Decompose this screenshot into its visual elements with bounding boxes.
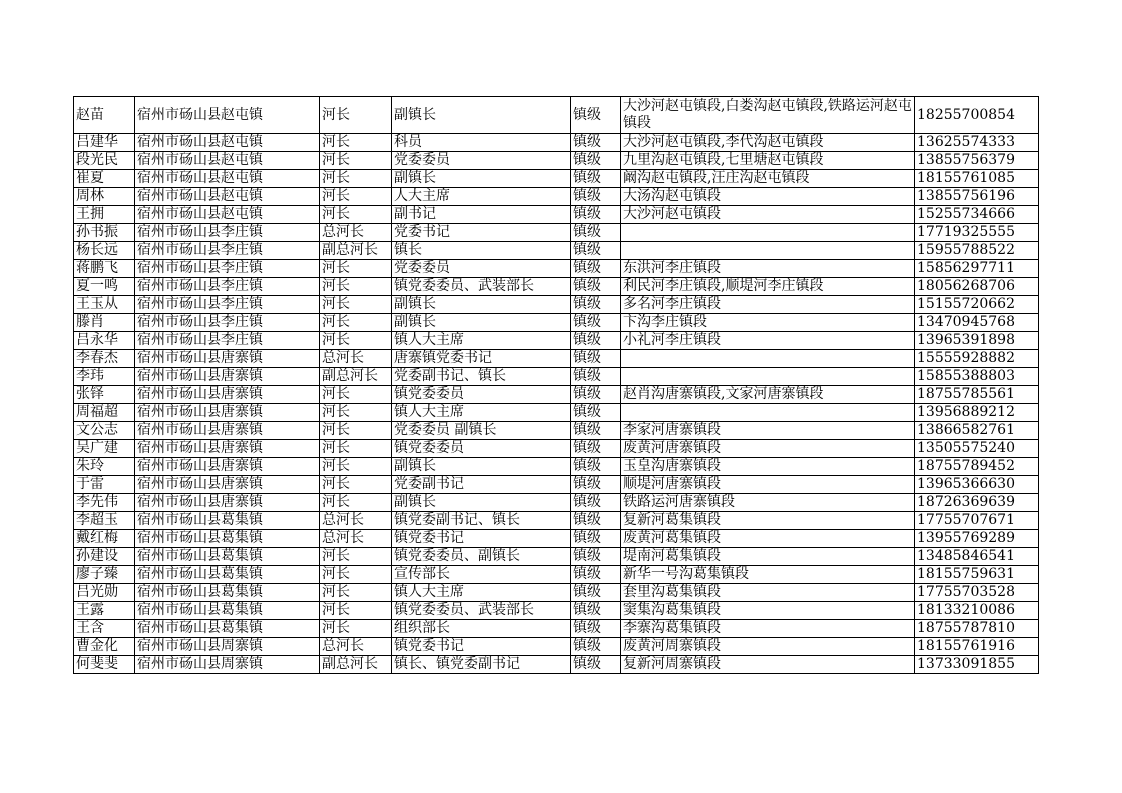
river-section-cell: 套里沟葛集镇段 [621, 584, 915, 602]
phone-cell: 18155759631 [915, 566, 1039, 584]
table-row [74, 404, 1039, 422]
level-cell: 镇级 [571, 296, 621, 314]
position-cell: 镇党委委员 [392, 440, 571, 458]
level-cell: 镇级 [571, 260, 621, 278]
table-row [74, 566, 1039, 584]
level-cell: 镇级 [571, 458, 621, 476]
role-cell: 河长 [320, 152, 392, 170]
level-cell: 镇级 [571, 476, 621, 494]
river-section-cell: 东洪河李庄镇段 [621, 260, 915, 278]
location-cell: 宿州市砀山县李庄镇 [135, 314, 320, 332]
role-cell: 河长 [320, 386, 392, 404]
position-cell: 副书记 [392, 206, 571, 224]
phone-cell: 18755787810 [915, 620, 1039, 638]
position-cell: 唐寨镇党委书记 [392, 350, 571, 368]
position-cell: 宣传部长 [392, 566, 571, 584]
location-cell: 宿州市砀山县赵屯镇 [135, 134, 320, 152]
phone-cell: 13866582761 [915, 422, 1039, 440]
name-cell: 文公志 [74, 422, 135, 440]
name-cell: 于雷 [74, 476, 135, 494]
name-cell: 何斐斐 [74, 656, 135, 674]
role-cell: 副总河长 [320, 656, 392, 674]
location-cell: 宿州市砀山县唐寨镇 [135, 476, 320, 494]
table-row [74, 422, 1039, 440]
name-cell: 吕光勋 [74, 584, 135, 602]
river-section-cell: 大沙河赵屯镇段,李代沟赵屯镇段 [621, 134, 915, 152]
name-cell: 周福超 [74, 404, 135, 422]
role-cell: 河长 [320, 602, 392, 620]
phone-cell: 15855388803 [915, 368, 1039, 386]
river-section-cell: 玉皇沟唐寨镇段 [621, 458, 915, 476]
role-cell: 副总河长 [320, 242, 392, 260]
position-cell: 镇人大主席 [392, 332, 571, 350]
location-cell: 宿州市砀山县赵屯镇 [135, 97, 320, 134]
position-cell: 镇党委副书记、镇长 [392, 512, 571, 530]
river-section-cell: 小礼河李庄镇段 [621, 332, 915, 350]
level-cell: 镇级 [571, 584, 621, 602]
position-cell: 党委副书记、镇长 [392, 368, 571, 386]
phone-cell: 13505575240 [915, 440, 1039, 458]
table-row [74, 278, 1039, 296]
level-cell: 镇级 [571, 638, 621, 656]
position-cell: 副镇长 [392, 494, 571, 512]
river-section-cell: 卞沟李庄镇段 [621, 314, 915, 332]
river-section-cell: 废黄河唐寨镇段 [621, 440, 915, 458]
table-row [74, 224, 1039, 242]
position-cell: 镇党委委员、武装部长 [392, 278, 571, 296]
role-cell: 河长 [320, 494, 392, 512]
position-cell: 副镇长 [392, 458, 571, 476]
location-cell: 宿州市砀山县李庄镇 [135, 260, 320, 278]
position-cell: 镇党委委员、副镇长 [392, 548, 571, 566]
table-row [74, 188, 1039, 206]
role-cell: 河长 [320, 260, 392, 278]
location-cell: 宿州市砀山县唐寨镇 [135, 404, 320, 422]
role-cell: 总河长 [320, 350, 392, 368]
level-cell: 镇级 [571, 332, 621, 350]
position-cell: 镇长、镇党委副书记 [392, 656, 571, 674]
role-cell: 总河长 [320, 512, 392, 530]
river-section-cell [621, 350, 915, 368]
name-cell: 滕肖 [74, 314, 135, 332]
location-cell: 宿州市砀山县唐寨镇 [135, 386, 320, 404]
table-row [74, 548, 1039, 566]
table-row [74, 170, 1039, 188]
river-section-cell [621, 242, 915, 260]
river-section-cell [621, 368, 915, 386]
phone-cell: 13855756196 [915, 188, 1039, 206]
role-cell: 河长 [320, 170, 392, 188]
river-section-cell: 李寨沟葛集镇段 [621, 620, 915, 638]
phone-cell: 13485846541 [915, 548, 1039, 566]
table-row [74, 206, 1039, 224]
level-cell: 镇级 [571, 602, 621, 620]
location-cell: 宿州市砀山县李庄镇 [135, 224, 320, 242]
role-cell: 河长 [320, 620, 392, 638]
phone-cell: 13956889212 [915, 404, 1039, 422]
role-cell: 总河长 [320, 224, 392, 242]
role-cell: 河长 [320, 422, 392, 440]
name-cell: 廖子臻 [74, 566, 135, 584]
position-cell: 组织部长 [392, 620, 571, 638]
river-section-cell: 废黄河周寨镇段 [621, 638, 915, 656]
name-cell: 戴红梅 [74, 530, 135, 548]
level-cell: 镇级 [571, 440, 621, 458]
location-cell: 宿州市砀山县葛集镇 [135, 584, 320, 602]
location-cell: 宿州市砀山县唐寨镇 [135, 422, 320, 440]
level-cell: 镇级 [571, 656, 621, 674]
role-cell: 河长 [320, 548, 392, 566]
position-cell: 党委委员 [392, 260, 571, 278]
phone-cell: 15955788522 [915, 242, 1039, 260]
position-cell: 镇党委书记 [392, 638, 571, 656]
name-cell: 朱玲 [74, 458, 135, 476]
position-cell: 副镇长 [392, 97, 571, 134]
location-cell: 宿州市砀山县唐寨镇 [135, 368, 320, 386]
location-cell: 宿州市砀山县葛集镇 [135, 548, 320, 566]
river-section-cell [621, 404, 915, 422]
phone-cell: 18155761085 [915, 170, 1039, 188]
table-row [74, 530, 1039, 548]
location-cell: 宿州市砀山县唐寨镇 [135, 440, 320, 458]
river-section-cell: 赵肖沟唐寨镇段,文家河唐寨镇段 [621, 386, 915, 404]
role-cell: 河长 [320, 188, 392, 206]
river-chief-table [73, 96, 1039, 674]
phone-cell: 13965391898 [915, 332, 1039, 350]
position-cell: 党委副书记 [392, 476, 571, 494]
phone-cell: 13955769289 [915, 530, 1039, 548]
phone-cell: 15255734666 [915, 206, 1039, 224]
level-cell: 镇级 [571, 404, 621, 422]
level-cell: 镇级 [571, 242, 621, 260]
table-row [74, 494, 1039, 512]
position-cell: 镇党委委员、武装部长 [392, 602, 571, 620]
role-cell: 河长 [320, 134, 392, 152]
location-cell: 宿州市砀山县赵屯镇 [135, 188, 320, 206]
level-cell: 镇级 [571, 206, 621, 224]
position-cell: 镇人大主席 [392, 584, 571, 602]
level-cell: 镇级 [571, 620, 621, 638]
role-cell: 河长 [320, 314, 392, 332]
phone-cell: 18133210086 [915, 602, 1039, 620]
position-cell: 镇党委书记 [392, 530, 571, 548]
table-row [74, 368, 1039, 386]
phone-cell: 18056268706 [915, 278, 1039, 296]
river-section-cell [621, 224, 915, 242]
name-cell: 吕建华 [74, 134, 135, 152]
table-row [74, 512, 1039, 530]
position-cell: 镇党委委员 [392, 386, 571, 404]
river-section-cell: 多名河李庄镇段 [621, 296, 915, 314]
role-cell: 河长 [320, 332, 392, 350]
position-cell: 副镇长 [392, 296, 571, 314]
phone-cell: 18755785561 [915, 386, 1039, 404]
role-cell: 河长 [320, 440, 392, 458]
river-section-cell: 大沙河赵屯镇段,白娄沟赵屯镇段,铁路运河赵屯镇段 [621, 97, 915, 134]
role-cell: 副总河长 [320, 368, 392, 386]
name-cell: 王露 [74, 602, 135, 620]
location-cell: 宿州市砀山县李庄镇 [135, 296, 320, 314]
river-section-cell: 新华一号沟葛集镇段 [621, 566, 915, 584]
name-cell: 李春杰 [74, 350, 135, 368]
table-row [74, 152, 1039, 170]
level-cell: 镇级 [571, 224, 621, 242]
location-cell: 宿州市砀山县周寨镇 [135, 638, 320, 656]
location-cell: 宿州市砀山县葛集镇 [135, 620, 320, 638]
river-section-cell: 利民河李庄镇段,顺堤河李庄镇段 [621, 278, 915, 296]
table-row [74, 242, 1039, 260]
role-cell: 河长 [320, 206, 392, 224]
name-cell: 王含 [74, 620, 135, 638]
name-cell: 李玮 [74, 368, 135, 386]
position-cell: 副镇长 [392, 314, 571, 332]
river-section-cell: 堤南河葛集镇段 [621, 548, 915, 566]
river-section-cell: 复新河葛集镇段 [621, 512, 915, 530]
river-section-cell: 大汤沟赵屯镇段 [621, 188, 915, 206]
name-cell: 杨长远 [74, 242, 135, 260]
name-cell: 崔夏 [74, 170, 135, 188]
location-cell: 宿州市砀山县赵屯镇 [135, 170, 320, 188]
role-cell: 总河长 [320, 638, 392, 656]
location-cell: 宿州市砀山县赵屯镇 [135, 206, 320, 224]
river-section-cell: 复新河周寨镇段 [621, 656, 915, 674]
table-row [74, 296, 1039, 314]
location-cell: 宿州市砀山县葛集镇 [135, 530, 320, 548]
role-cell: 河长 [320, 476, 392, 494]
level-cell: 镇级 [571, 422, 621, 440]
name-cell: 周林 [74, 188, 135, 206]
position-cell: 科员 [392, 134, 571, 152]
role-cell: 河长 [320, 404, 392, 422]
level-cell: 镇级 [571, 278, 621, 296]
role-cell: 河长 [320, 458, 392, 476]
position-cell: 副镇长 [392, 170, 571, 188]
table-row [74, 656, 1039, 674]
table-row [74, 458, 1039, 476]
location-cell: 宿州市砀山县赵屯镇 [135, 152, 320, 170]
location-cell: 宿州市砀山县周寨镇 [135, 656, 320, 674]
level-cell: 镇级 [571, 170, 621, 188]
position-cell: 镇人大主席 [392, 404, 571, 422]
level-cell: 镇级 [571, 548, 621, 566]
name-cell: 赵苗 [74, 97, 135, 134]
level-cell: 镇级 [571, 566, 621, 584]
location-cell: 宿州市砀山县唐寨镇 [135, 458, 320, 476]
table-row [74, 620, 1039, 638]
table-row [74, 440, 1039, 458]
location-cell: 宿州市砀山县葛集镇 [135, 566, 320, 584]
level-cell: 镇级 [571, 494, 621, 512]
phone-cell: 15856297711 [915, 260, 1039, 278]
location-cell: 宿州市砀山县李庄镇 [135, 242, 320, 260]
phone-cell: 17719325555 [915, 224, 1039, 242]
table-body [74, 97, 1039, 674]
river-section-cell: 铁路运河唐寨镇段 [621, 494, 915, 512]
phone-cell: 18726369639 [915, 494, 1039, 512]
role-cell: 河长 [320, 566, 392, 584]
position-cell: 人大主席 [392, 188, 571, 206]
position-cell: 党委委员 [392, 152, 571, 170]
phone-cell: 18755789452 [915, 458, 1039, 476]
name-cell: 夏一鸣 [74, 278, 135, 296]
name-cell: 王拥 [74, 206, 135, 224]
table-row [74, 314, 1039, 332]
location-cell: 宿州市砀山县葛集镇 [135, 512, 320, 530]
role-cell: 河长 [320, 584, 392, 602]
phone-cell: 13470945768 [915, 314, 1039, 332]
level-cell: 镇级 [571, 530, 621, 548]
river-section-cell: 李家河唐寨镇段 [621, 422, 915, 440]
location-cell: 宿州市砀山县唐寨镇 [135, 350, 320, 368]
name-cell: 张铎 [74, 386, 135, 404]
name-cell: 蒋鹏飞 [74, 260, 135, 278]
phone-cell: 13625574333 [915, 134, 1039, 152]
level-cell: 镇级 [571, 386, 621, 404]
phone-cell: 15155720662 [915, 296, 1039, 314]
phone-cell: 15555928882 [915, 350, 1039, 368]
river-section-cell: 大沙河赵屯镇段 [621, 206, 915, 224]
phone-cell: 18155761916 [915, 638, 1039, 656]
name-cell: 吴广建 [74, 440, 135, 458]
location-cell: 宿州市砀山县李庄镇 [135, 278, 320, 296]
position-cell: 党委委员 副镇长 [392, 422, 571, 440]
level-cell: 镇级 [571, 188, 621, 206]
river-section-cell: 顺堤河唐寨镇段 [621, 476, 915, 494]
level-cell: 镇级 [571, 97, 621, 134]
phone-cell: 17755703528 [915, 584, 1039, 602]
role-cell: 河长 [320, 97, 392, 134]
name-cell: 李超玉 [74, 512, 135, 530]
position-cell: 党委书记 [392, 224, 571, 242]
location-cell: 宿州市砀山县唐寨镇 [135, 494, 320, 512]
table-row [74, 332, 1039, 350]
table-row [74, 350, 1039, 368]
level-cell: 镇级 [571, 152, 621, 170]
role-cell: 河长 [320, 278, 392, 296]
table-row [74, 386, 1039, 404]
name-cell: 孙书振 [74, 224, 135, 242]
level-cell: 镇级 [571, 512, 621, 530]
river-section-cell: 废黄河葛集镇段 [621, 530, 915, 548]
table-row [74, 260, 1039, 278]
phone-cell: 13733091855 [915, 656, 1039, 674]
level-cell: 镇级 [571, 368, 621, 386]
river-section-cell: 阚沟赵屯镇段,汪庄沟赵屯镇段 [621, 170, 915, 188]
location-cell: 宿州市砀山县葛集镇 [135, 602, 320, 620]
table-row [74, 584, 1039, 602]
phone-cell: 13965366630 [915, 476, 1039, 494]
phone-cell: 17755707671 [915, 512, 1039, 530]
level-cell: 镇级 [571, 134, 621, 152]
phone-cell: 13855756379 [915, 152, 1039, 170]
table-row [74, 476, 1039, 494]
name-cell: 李先伟 [74, 494, 135, 512]
name-cell: 段光民 [74, 152, 135, 170]
river-section-cell: 窦集沟葛集镇段 [621, 602, 915, 620]
table-row [74, 638, 1039, 656]
location-cell: 宿州市砀山县李庄镇 [135, 332, 320, 350]
name-cell: 吕永华 [74, 332, 135, 350]
role-cell: 总河长 [320, 530, 392, 548]
role-cell: 河长 [320, 296, 392, 314]
level-cell: 镇级 [571, 350, 621, 368]
position-cell: 镇长 [392, 242, 571, 260]
table-row [74, 134, 1039, 152]
river-section-cell: 九里沟赵屯镇段,七里塘赵屯镇段 [621, 152, 915, 170]
phone-cell: 18255700854 [915, 97, 1039, 134]
name-cell: 曹金化 [74, 638, 135, 656]
table-row [74, 97, 1039, 134]
level-cell: 镇级 [571, 314, 621, 332]
table-row [74, 602, 1039, 620]
name-cell: 王玉从 [74, 296, 135, 314]
name-cell: 孙建设 [74, 548, 135, 566]
